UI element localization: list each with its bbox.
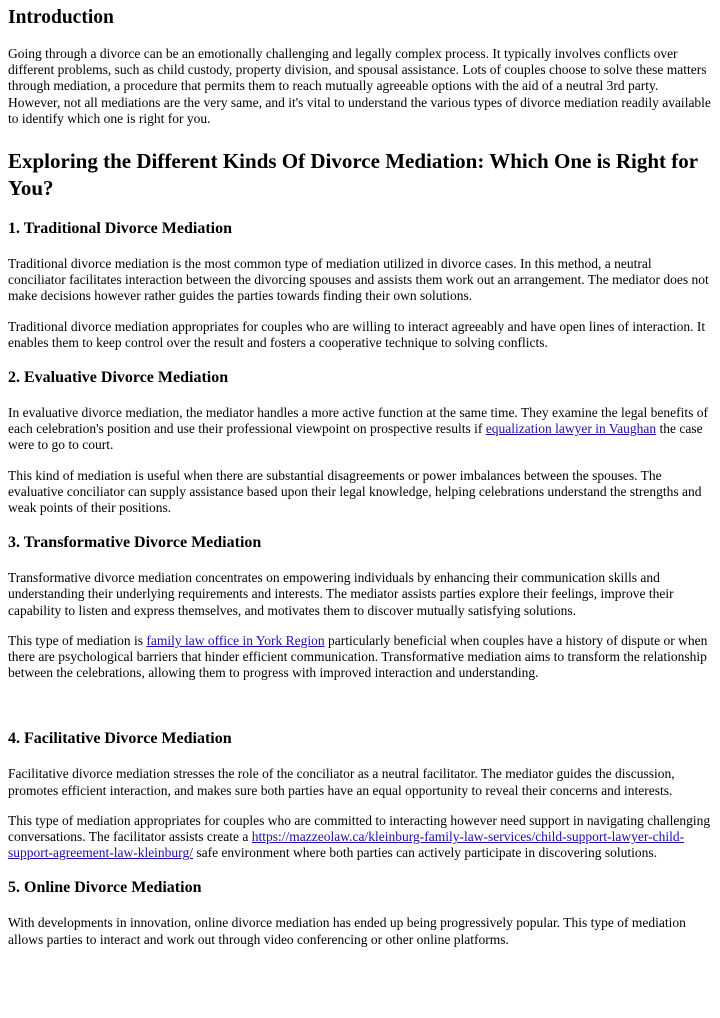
section-4-paragraph-1: Facilitative divorce mediation stresses the role of the conciliator as a neutral facilitator. The mediator guides the discussion, promotes efficient interaction, and makes sure both parties have an equal opportunity to reveal their concerns and interests. [8,766,675,798]
section-4-text-before-link: This type of mediation appropriates for couples who are committed to interacting however need support in navigating challenging conversations. The facilitator assists create a [8,812,711,845]
section-1-heading: 1. Traditional Divorce Mediation [8,220,232,238]
section-3-paragraph-1: Transformative divorce mediation concentrates on empowering individuals by enhancing their communication skills and understanding their underlying requirements and interests. The mediator assists parties explore their feelings, improve their capability to listen and express themselves, and motivates them to discover mutually satisfying solutions. [8,570,674,618]
section-2-text-before-link: In evaluative divorce mediation, the mediator handles a more active function at the same time. They examine the legal benefits of each celebration's position and use their professional viewpoint on prospective results if [8,405,708,437]
section-1-paragraph-2: Traditional divorce mediation appropriates for couples who are willing to interact agreeably and have open lines of interaction. It enables them to keep control over the result and fosters a cooperative technique to solving conflicts. [8,318,706,350]
equalization-lawyer-link[interactable]: equalization lawyer in Vaughan [485,421,657,437]
section-4-heading: 4. Facilitative Divorce Mediation [8,730,232,748]
section-2-text-after-link: the case were to go to court. [8,421,703,453]
mazzeolaw-child-support-link[interactable]: https://mazzeolaw.ca/kleinburg-family-law-services/child-support-lawyer-child-support-agreement-law-kleinburg/ [8,829,685,861]
section-4-text-after-link: safe environment where both parties can actively participate in discovering solutions. [192,845,658,861]
section-2-heading: 2. Evaluative Divorce Mediation [8,369,229,387]
family-law-office-link[interactable]: family law office in York Region [146,632,325,648]
introduction-heading: Introduction [8,7,114,28]
section-3-paragraph-2 [8,633,712,682]
section-2-paragraph-2: This kind of mediation is useful when there are substantial disagreements or power imbalances between the spouses. The evaluative conciliator can supply assistance based upon their legal knowledge, helping celebrations understand the strengths and weak points of their positions. [8,467,702,516]
document [8,0,712,948]
section-1-paragraph-1: Traditional divorce mediation is the most common type of mediation utilized in divorce cases. In this method, a neutral conciliator facilitates interaction between the divorcing spouses and assists them work out an arrangement. The mediator does not make decisions however rather guides the parties towards finding their own solutions. [8,256,709,304]
main-heading: Exploring the Different Kinds Of Divorce Mediation: Which One is Right for You? [8,149,698,201]
section-3-text-before-link: This type of mediation is [8,632,147,648]
section-4-paragraph-2 [8,813,712,862]
section-2-paragraph-1 [8,405,712,454]
section-5-paragraph-1: With developments in innovation, online divorce mediation has ended up being progressively popular. This type of mediation allows parties to interact and work out through video conferencing or other online platforms. [8,915,686,947]
section-3-text-after-link: particularly beneficial when couples have a history of dispute or when there are psychological barriers that hinder efficient communication. Transformative mediation aims to transform the relationship between the celebrations, allowing them to progress with improved interaction and understanding. [8,632,708,681]
introduction-paragraph: Going through a divorce can be an emotionally challenging and legally complex process. It typically involves conflicts over different problems, such as child custody, property division, and spousal assistance. Lots of couples choose to solve these matters through mediation, a procedure that permits them to reach mutually agreeable options with the aid of a neutral 3rd party. However, not all mediations are the very same, and it's vital to understand the various types of divorce mediation readily available to identify which one is right for you. [8,46,711,126]
section-5-heading: 5. Online Divorce Mediation [8,879,202,897]
section-3-heading: 3. Transformative Divorce Mediation [8,534,262,552]
